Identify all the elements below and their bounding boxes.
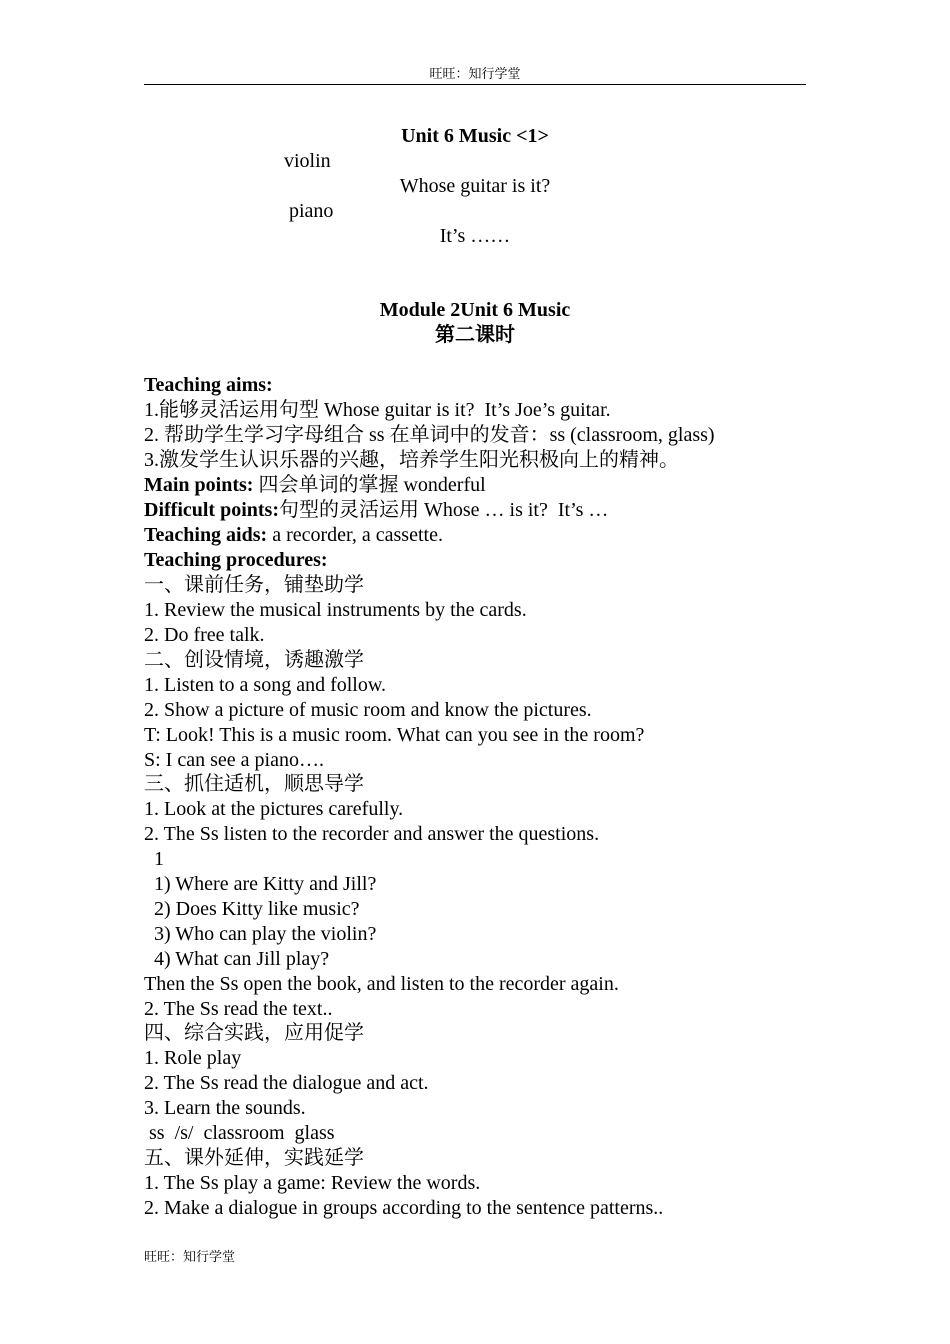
procedure-line: 2. The Ss listen to the recorder and answer the questions. — [144, 823, 600, 845]
procedure-line: 二、创设情境，诱趣激学 — [144, 649, 364, 671]
procedure-line: ss /s/ classroom glass — [144, 1122, 335, 1144]
procedure-line: 1. Review the musical instruments by the cards. — [144, 599, 527, 621]
question-item: 3) Who can play the violin? — [144, 923, 377, 945]
difficult-points: Difficult points:句型的灵活运用 Whose … is it? It’s … — [144, 499, 609, 521]
procedure-line: 1. The Ss play a game: Review the words. — [144, 1172, 481, 1194]
procedure-line: 1. Role play — [144, 1047, 242, 1069]
document-title: Module 2Unit 6 Music — [379, 299, 571, 321]
header-rule — [144, 84, 806, 85]
procedures-heading: Teaching procedures: — [144, 549, 328, 571]
board-question: Whose guitar is it? — [399, 175, 551, 197]
document-subtitle: 第二课时 — [435, 324, 515, 346]
procedure-line: 2. The Ss read the text.. — [144, 998, 333, 1020]
procedure-line: 1. Look at the pictures carefully. — [144, 798, 404, 820]
procedure-line: 1 — [144, 848, 164, 870]
page-footer: 旺旺：知行学堂 — [144, 1249, 236, 1264]
procedure-line: 三、抓住适机，顺思导学 — [144, 773, 364, 795]
procedure-line: 1. Listen to a song and follow. — [144, 674, 387, 696]
main-points: Main points: 四会单词的掌握 wonderful — [144, 474, 486, 496]
board-answer: It’s …… — [439, 225, 511, 247]
aim-item: 3.激发学生认识乐器的兴趣，培养学生阳光积极向上的精神。 — [144, 449, 679, 471]
procedure-line: 2. Show a picture of music room and know the pictures. — [144, 699, 592, 721]
aim-item: 1.能够灵活运用句型 Whose guitar is it? It’s Joe’s guitar. — [144, 399, 611, 421]
procedure-line: 3. Learn the sounds. — [144, 1097, 306, 1119]
board-word-violin: violin — [284, 150, 331, 172]
procedure-line: 2. The Ss read the dialogue and act. — [144, 1072, 429, 1094]
procedure-line: 一、课前任务，铺垫助学 — [144, 574, 364, 596]
procedure-line: 2. Make a dialogue in groups according to the sentence patterns.. — [144, 1197, 664, 1219]
question-item: 1) Where are Kitty and Jill? — [144, 873, 377, 895]
question-item: 2) Does Kitty like music? — [144, 898, 360, 920]
page-header: 旺旺：知行学堂 — [429, 66, 521, 81]
aim-item: 2. 帮助学生学习字母组合 ss 在单词中的发音：ss (classroom, glass) — [144, 424, 715, 446]
board-word-piano: piano — [289, 200, 334, 222]
procedure-line: 四、综合实践，应用促学 — [144, 1022, 364, 1044]
board-title: Unit 6 Music <1> — [401, 125, 549, 147]
procedure-line: S: I can see a piano…. — [144, 749, 324, 771]
procedure-line: 2. Do free talk. — [144, 624, 265, 646]
procedure-line: Then the Ss open the book, and listen to the recorder again. — [144, 973, 619, 995]
question-item: 4) What can Jill play? — [144, 948, 330, 970]
teaching-aids: Teaching aids: a recorder, a cassette. — [144, 524, 443, 546]
procedure-line: T: Look! This is a music room. What can you see in the room? — [144, 724, 645, 746]
aims-heading: Teaching aims: — [144, 374, 273, 396]
procedure-line: 五、课外延伸，实践延学 — [144, 1147, 364, 1169]
